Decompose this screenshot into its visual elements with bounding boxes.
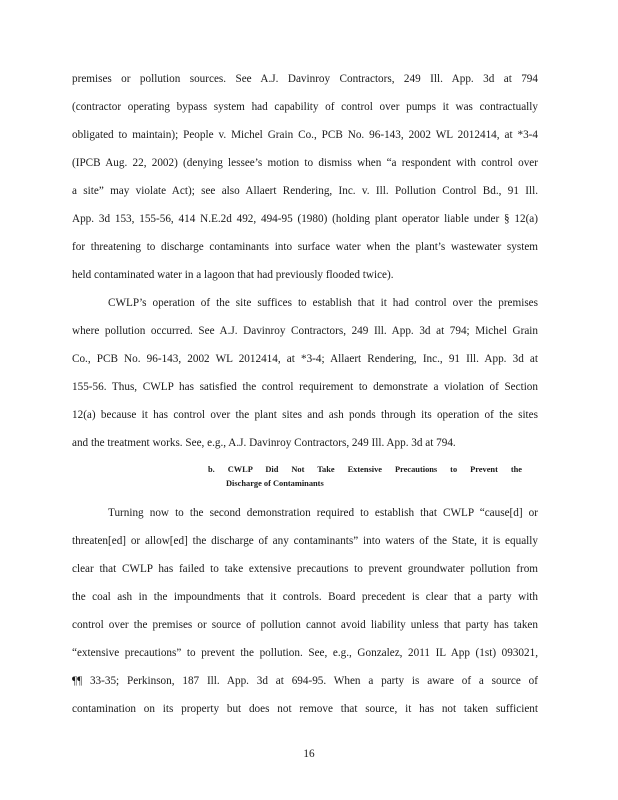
text-line: 155-56. Thus, CWLP has satisfied the control requirement to demonstrate a violation of Section: [72, 381, 538, 393]
text-line: clear that CWLP has failed to take extensive precautions to prevent groundwater pollution from: [72, 563, 538, 575]
text-line: Co., PCB No. 96-143, 2002 WL 2012414, at *3-4; Allaert Rendering, Inc., 91 Ill. App. 3d at: [72, 353, 538, 365]
text-line: CWLP’s operation of the site suffices to establish that it had control over the premises: [108, 297, 538, 309]
text-line: ¶¶ 33-35; Perkinson, 187 Ill. App. 3d at 694-95. When a party is aware of a source of: [72, 675, 538, 687]
text-line: premises or pollution sources. See A.J. Davinroy Contractors, 249 Ill. App. 3d at 794: [72, 73, 538, 85]
section-heading: b. CWLP Did Not Take Extensive Precautions to Prevent the: [208, 465, 522, 474]
text-line: “extensive precautions” to prevent the pollution. See, e.g., Gonzalez, 2011 IL App (1st) 093021,: [72, 647, 538, 659]
text-line: held contaminated water in a lagoon that had previously flooded twice).: [72, 269, 394, 281]
page-number: 16: [303, 748, 315, 760]
section-heading-continued: Discharge of Contaminants: [226, 479, 324, 488]
text-line: the coal ash in the impoundments that it controls. Board precedent is clear that a party with: [72, 591, 538, 603]
text-line: App. 3d 153, 155-56, 414 N.E.2d 492, 494-95 (1980) (holding plant operator liable under § 12(a): [72, 213, 538, 225]
text-line: and the treatment works. See, e.g., A.J. Davinroy Contractors, 249 Ill. App. 3d at 794.: [72, 437, 456, 449]
text-line: contamination on its property but does not remove that source, it has not taken sufficient: [72, 703, 538, 715]
text-line: control over the premises or source of pollution cannot avoid liability unless that party has taken: [72, 619, 538, 631]
text-line: obligated to maintain); People v. Michel Grain Co., PCB No. 96-143, 2002 WL 2012414, at *3-4: [72, 129, 538, 141]
text-line: (contractor operating bypass system had capability of control over pumps it was contractually: [72, 101, 538, 113]
text-line: where pollution occurred. See A.J. Davinroy Contractors, 249 Ill. App. 3d at 794; Michel Grain: [72, 325, 538, 337]
text-line: a site” may violate Act); see also Allaert Rendering, Inc. v. Ill. Pollution Control Bd., 91 Ill.: [72, 185, 538, 197]
text-line: (IPCB Aug. 22, 2002) (denying lessee’s motion to dismiss when “a respondent with control over: [72, 157, 538, 169]
text-line: for threatening to discharge contaminants into surface water when the plant’s wastewater system: [72, 241, 538, 253]
text-line: Turning now to the second demonstration required to establish that CWLP “cause[d] or: [108, 507, 538, 519]
text-line: 12(a) because it has control over the plant sites and ash ponds through its operation of the sites: [72, 409, 538, 421]
text-line: threaten[ed] or allow[ed] the discharge of any contaminants” into waters of the State, it is equally: [72, 535, 538, 547]
